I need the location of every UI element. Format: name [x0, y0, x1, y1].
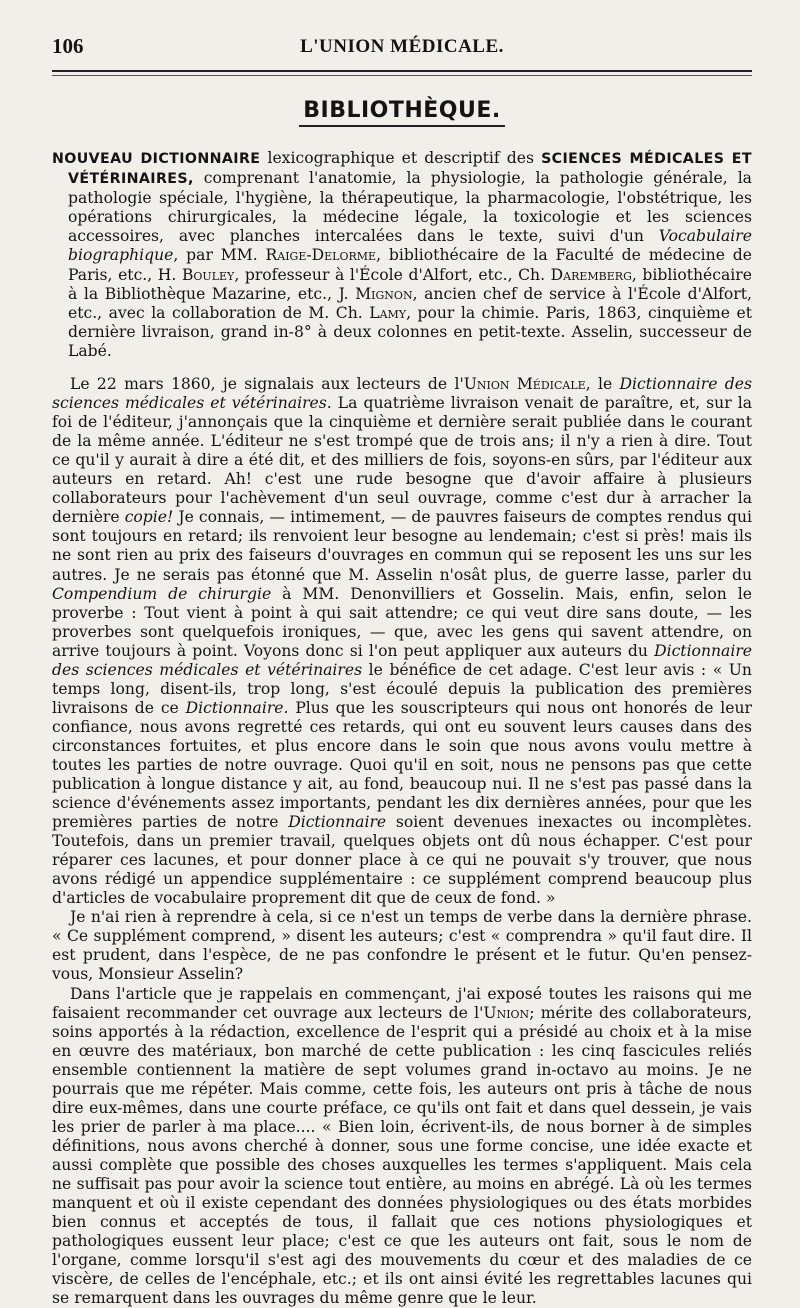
bibliographic-entry	[52, 149, 752, 361]
section-title	[52, 98, 752, 123]
page-number: 106	[52, 34, 84, 58]
author-raige-delorme: Raige-Delorme	[265, 246, 377, 265]
entry-text-2: comprenant l'anatomie, la physiologie, la pathologie générale, la pathologie spéciale, l'hygiène, la thérapeutique, la pharmacologie, l'obstétrique, les opérations chirurgicales, la médecine légale, la toxicologie et les sciences accessoires, avec planches intercalées dans le texte, suivi d'un	[68, 169, 752, 246]
author-daremberg: Daremberg	[550, 265, 632, 284]
entry-text-3: , par MM.	[173, 246, 258, 265]
paragraph-3	[52, 985, 752, 1308]
p1-text-a: Le 22 mars 1860, je signalais aux lecteurs de l'	[70, 375, 464, 394]
p1-dictionary-title-2: Dictionnaire des sciences médicales et vétérinaires	[52, 641, 752, 679]
entry-text-5: , professeur à l'École d'Alfort, etc., Ch.	[234, 265, 546, 284]
p1-text-g: Plus que les souscripteurs qui nous ont honorés de leur confiance, nous avons regretté ces retards, qui ont eu souvent leurs causes dans des circonstances fortuites, et plus encore dans le soin que nous avons voulu mettre à toutes les parties de notre ouvrage. Quoi qu'il en soit, nous ne pensons pas que cette publication à longue distance y ait, au fond, beaucoup nui. Il ne s'est pas passé dans la science d'événements assez importants, pendant les dix dernières années, pour que les premières parties de notre	[52, 698, 752, 832]
p1-dictionary-word: Dictionnaire.	[185, 698, 289, 717]
article-body	[52, 375, 752, 1308]
p1-journal-name: Union Médicale	[463, 375, 586, 394]
p3-text-a: Dans l'article que je rappelais en commençant, j'ai exposé toutes les raisons qui me faisaient recommander cet ouvrage aux lecteurs de l'	[52, 984, 752, 1022]
entry-vocab-title: Vocabulaire biographique	[68, 227, 752, 265]
p1-text-e: à MM. Denonvilliers et Gosselin. Mais, enfin, selon le proverbe : Tout vient à point à qui sait attendre; ce qui veut dire sans doute, — les proverbes sont quelquefois ironiques, — que, avec les gens qui savent attendre, on arrive toujours à point. Voyons donc si l'on peut appliquer aux auteurs du	[52, 584, 752, 660]
p3-journal-name: Union	[483, 1003, 530, 1022]
p1-copie: copie!	[124, 508, 174, 527]
paragraph-2: Je n'ai rien à reprendre à cela, si ce n'est un temps de verbe dans la dernière phrase. « Ce supplément comprend, » disent les auteurs; c'est « comprendra » qu'il faut dire. Il est prudent, dans l'espèce, de ne pas confondre le présent et le futur. Qu'en pensez-vous, Monsieur Asselin?	[52, 908, 752, 984]
entry-caps-2: SCIENCES MÉDICALES ET VÉTÉRINAIRES,	[68, 151, 752, 188]
entry-text-6: , bibliothécaire à la Bibliothèque Mazarine, etc., J.	[68, 265, 752, 303]
p1-text-b: , le	[585, 375, 613, 394]
entry-text-8: , pour la chimie. Paris, 1863, cinquième et dernière livraison, grand in-8° à deux colonnes en petit-texte. Asselin, successeur de Labé.	[68, 303, 752, 360]
section-title-text: BIBLIOTHÈQUE.	[299, 98, 505, 127]
p1-dictionary-title: Dictionnaire des sciences médicales et vétérinaires	[52, 375, 752, 413]
paragraph-1	[52, 375, 752, 908]
entry-text-1: lexicographique et descriptif des	[267, 149, 534, 167]
header-rule-thin	[52, 75, 752, 76]
entry-text-4: , bibliothécaire de la Faculté de médecine de Paris, etc., H.	[68, 246, 752, 284]
author-lamy: Lamy	[369, 303, 407, 322]
p1-text-f: le bénéfice de cet adage. C'est leur avis : « Un temps long, disent-ils, trop long, s'est écoulé depuis la publication des premières livraisons de ce	[52, 660, 752, 717]
p1-text-d: Je connais, — intimement, — de pauvres faiseurs de comptes rendus qui sont toujours en retard; ils renvoient leur besogne au lendemain; c'est si près! mais ils ne sont rien au prix des faiseurs d'ouvrages en commun qui se reposent les uns sur les autres. Je ne serais pas étonné que M. Asselin n'osât plus, de guerre lasse, parler du	[52, 508, 752, 584]
p1-text-h: soient devenues inexactes ou incomplètes. Toutefois, dans un premier travail, quelques objets ont dû nous échapper. C'est pour réparer ces lacunes, et pour donner place à ce qui ne pouvait s'y trouver, que nous avons rédigé un appendice supplémentaire : ce supplément comprend beaucoup plus d'articles de vocabulaire proprement dit que de ceux de fond. »	[52, 813, 752, 908]
author-mignon: Mignon	[355, 284, 413, 303]
running-head	[52, 34, 752, 64]
journal-title: L'UNION MÉDICALE.	[300, 36, 504, 57]
header-rule	[52, 70, 752, 72]
entry-lead-caps: NOUVEAU DICTIONNAIRE	[52, 151, 261, 167]
p1-text-c: . La quatrième livraison venait de paraître, et, sur la foi de l'éditeur, j'annonçais que la cinquième et dernière serait publiée dans le courant de la même année. L'éditeur ne s'est trompé que de trois ans; il n'y a rien à dire. Tout ce qu'il y aurait à dire a été dit, et des milliers de fois, soyons-en sûrs, par l'éditeur aux auteurs en retard. Ah! c'est une rude besogne que d'avoir affaire à plusieurs collaborateurs pour l'achèvement d'un seul ouvrage, comme c'est dur à arracher la dernière	[52, 394, 752, 527]
p1-dictionary-word-2: Dictionnaire	[288, 813, 387, 832]
p3-text-b: ; mérite des collaborateurs, soins apportés à la rédaction, excellence de l'esprit qui a présidé au choix et à la mise en œuvre des matériaux, bon marché de cette publication : les cinq fascicules reliés ensemble contiennent la matière de sept volumes grand in-octavo au moins. Je ne pourrais que me répéter. Mais comme, cette fois, les auteurs ont pris à tâche de nous dire eux-mêmes, dans une courte préface, ce qu'ils ont fait et dans quel dessein, je vais les prier de parler à ma place.... « Bien loin, écrivent-ils, de nous borner à de simples définitions, nous avons cherché à donner, sous une forme concise, une idée exacte et aussi complète que possible des choses auxquelles les termes s'appliquent. Mais cela ne suffisait pas pour avoir la science tout entière, au moins en abrégé. Là où les termes manquent et où il existe cependant des données physiologiques ou des états morbides bien connus et acceptés de tous, il fallait que ces notions physiologiques et pathologiques eussent leur place; c'est ce que les auteurs ont fait, sous le nom de l'organe, comme lorsqu'il s'est agi des mouvements du cœur et des maladies de ce viscère, de celles de l'encéphale, etc.; et ils ont ainsi évité les regrettables lacunes qui se remarquent dans les ouvrages du même genre que le leur.	[52, 1003, 752, 1308]
author-bouley: Bouley	[181, 265, 235, 284]
entry-text-7: , ancien chef de service à l'École d'Alfort, etc., avec la collaboration de M. Ch.	[68, 284, 752, 322]
p1-compendium-title: Compendium de chirurgie	[52, 584, 272, 603]
